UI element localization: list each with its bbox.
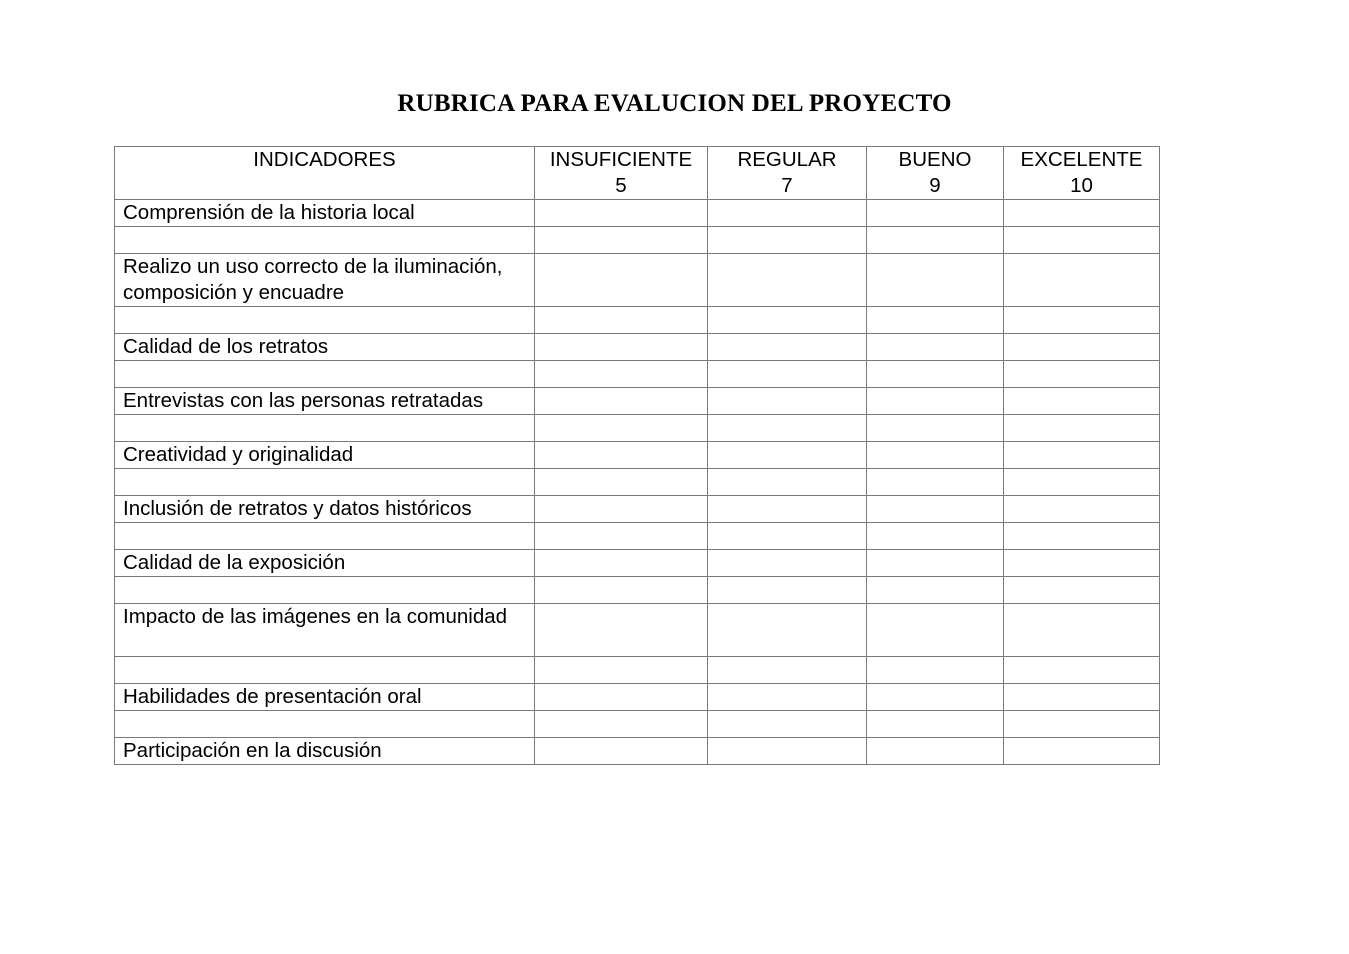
score-cell-regular[interactable] <box>708 550 867 577</box>
empty-cell <box>535 307 708 334</box>
spacer-row <box>115 577 1160 604</box>
spacer-row <box>115 469 1160 496</box>
empty-cell <box>1004 523 1160 550</box>
table-row <box>115 550 1160 577</box>
header-regular <box>708 147 867 200</box>
header-score: 5 <box>615 174 627 197</box>
table-row <box>115 200 1160 227</box>
score-cell-insuficiente[interactable] <box>535 496 708 523</box>
empty-cell <box>708 227 867 254</box>
header-excelente <box>1004 147 1160 200</box>
indicator-cell: Inclusión de retratos y datos históricos <box>115 496 535 523</box>
empty-cell <box>708 657 867 684</box>
empty-cell <box>535 361 708 388</box>
score-cell-regular[interactable] <box>708 496 867 523</box>
score-cell-insuficiente[interactable] <box>535 550 708 577</box>
header-bueno <box>867 147 1004 200</box>
header-indicadores <box>115 147 535 200</box>
empty-cell <box>867 227 1004 254</box>
score-cell-bueno[interactable] <box>867 550 1004 577</box>
score-cell-bueno[interactable] <box>867 334 1004 361</box>
empty-cell <box>115 523 535 550</box>
empty-cell <box>1004 227 1160 254</box>
empty-cell <box>115 307 535 334</box>
empty-cell <box>1004 711 1160 738</box>
empty-cell <box>115 577 535 604</box>
empty-cell <box>115 227 535 254</box>
spacer-row <box>115 415 1160 442</box>
empty-cell <box>115 657 535 684</box>
spacer-row <box>115 361 1160 388</box>
score-cell-regular[interactable] <box>708 200 867 227</box>
score-cell-bueno[interactable] <box>867 684 1004 711</box>
score-cell-regular[interactable] <box>708 738 867 765</box>
indicator-cell: Creatividad y originalidad <box>115 442 535 469</box>
score-cell-excelente[interactable] <box>1004 550 1160 577</box>
score-cell-bueno[interactable] <box>867 388 1004 415</box>
header-score: 9 <box>929 174 941 197</box>
table-row <box>115 738 1160 765</box>
score-cell-regular[interactable] <box>708 334 867 361</box>
score-cell-insuficiente[interactable] <box>535 254 708 307</box>
empty-cell <box>708 523 867 550</box>
empty-cell <box>867 523 1004 550</box>
score-cell-excelente[interactable] <box>1004 254 1160 307</box>
score-cell-insuficiente[interactable] <box>535 442 708 469</box>
empty-cell <box>115 415 535 442</box>
empty-cell <box>535 657 708 684</box>
score-cell-bueno[interactable] <box>867 254 1004 307</box>
score-cell-excelente[interactable] <box>1004 496 1160 523</box>
indicator-cell: Impacto de las imágenes en la comunidad <box>115 604 535 657</box>
empty-cell <box>535 711 708 738</box>
indicator-cell: Comprensión de la historia local <box>115 200 535 227</box>
empty-cell <box>115 469 535 496</box>
spacer-row <box>115 711 1160 738</box>
score-cell-regular[interactable] <box>708 254 867 307</box>
score-cell-insuficiente[interactable] <box>535 388 708 415</box>
indicator-cell: Habilidades de presentación oral <box>115 684 535 711</box>
score-cell-excelente[interactable] <box>1004 684 1160 711</box>
empty-cell <box>867 657 1004 684</box>
score-cell-bueno[interactable] <box>867 200 1004 227</box>
score-cell-bueno[interactable] <box>867 604 1004 657</box>
empty-cell <box>535 469 708 496</box>
header-label: EXCELENTE <box>1020 148 1143 171</box>
empty-cell <box>708 361 867 388</box>
table-row <box>115 442 1160 469</box>
empty-cell <box>535 577 708 604</box>
empty-cell <box>708 469 867 496</box>
header-score: 7 <box>781 174 793 197</box>
indicator-cell: Realizo un uso correcto de la iluminación, composición y encuadre <box>115 254 535 307</box>
empty-cell <box>867 415 1004 442</box>
header-label: REGULAR <box>737 148 837 171</box>
table-row <box>115 388 1160 415</box>
empty-cell <box>1004 657 1160 684</box>
empty-cell <box>867 307 1004 334</box>
header-label: INDICADORES <box>253 148 396 171</box>
empty-cell <box>867 711 1004 738</box>
score-cell-regular[interactable] <box>708 604 867 657</box>
page-title: RUBRICA PARA EVALUCION DEL PROYECTO <box>397 90 952 117</box>
score-cell-regular[interactable] <box>708 684 867 711</box>
empty-cell <box>867 361 1004 388</box>
empty-cell <box>1004 577 1160 604</box>
indicator-cell: Calidad de la exposición <box>115 550 535 577</box>
empty-cell <box>115 711 535 738</box>
table-row <box>115 684 1160 711</box>
score-cell-insuficiente[interactable] <box>535 738 708 765</box>
header-row <box>115 147 1160 200</box>
score-cell-excelente[interactable] <box>1004 442 1160 469</box>
empty-cell <box>708 577 867 604</box>
empty-cell <box>708 711 867 738</box>
indicator-cell: Participación en la discusión <box>115 738 535 765</box>
empty-cell <box>535 523 708 550</box>
score-cell-insuficiente[interactable] <box>535 200 708 227</box>
score-cell-insuficiente[interactable] <box>535 604 708 657</box>
empty-cell <box>867 469 1004 496</box>
empty-cell <box>708 307 867 334</box>
score-cell-excelente[interactable] <box>1004 604 1160 657</box>
empty-cell <box>1004 469 1160 496</box>
empty-cell <box>535 415 708 442</box>
empty-cell <box>1004 415 1160 442</box>
empty-cell <box>535 227 708 254</box>
table-row <box>115 496 1160 523</box>
score-cell-bueno[interactable] <box>867 496 1004 523</box>
indicator-cell: Entrevistas con las personas retratadas <box>115 388 535 415</box>
score-cell-insuficiente[interactable] <box>535 684 708 711</box>
rubric-table <box>114 146 1160 765</box>
spacer-row <box>115 227 1160 254</box>
score-cell-excelente[interactable] <box>1004 738 1160 765</box>
score-cell-insuficiente[interactable] <box>535 334 708 361</box>
score-cell-regular[interactable] <box>708 442 867 469</box>
empty-cell <box>115 361 535 388</box>
score-cell-excelente[interactable] <box>1004 334 1160 361</box>
empty-cell <box>867 577 1004 604</box>
table-row <box>115 254 1160 307</box>
spacer-row <box>115 307 1160 334</box>
header-label: INSUFICIENTE <box>549 148 693 171</box>
header-score: 10 <box>1070 174 1093 197</box>
score-cell-regular[interactable] <box>708 388 867 415</box>
header-insuficiente <box>535 147 708 200</box>
table-row <box>115 604 1160 657</box>
empty-cell <box>708 415 867 442</box>
table-row <box>115 334 1160 361</box>
spacer-row <box>115 523 1160 550</box>
indicator-cell: Calidad de los retratos <box>115 334 535 361</box>
spacer-row <box>115 657 1160 684</box>
score-cell-excelente[interactable] <box>1004 200 1160 227</box>
empty-cell <box>1004 361 1160 388</box>
score-cell-excelente[interactable] <box>1004 388 1160 415</box>
header-label: BUENO <box>898 148 972 171</box>
empty-cell <box>1004 307 1160 334</box>
score-cell-bueno[interactable] <box>867 738 1004 765</box>
score-cell-bueno[interactable] <box>867 442 1004 469</box>
